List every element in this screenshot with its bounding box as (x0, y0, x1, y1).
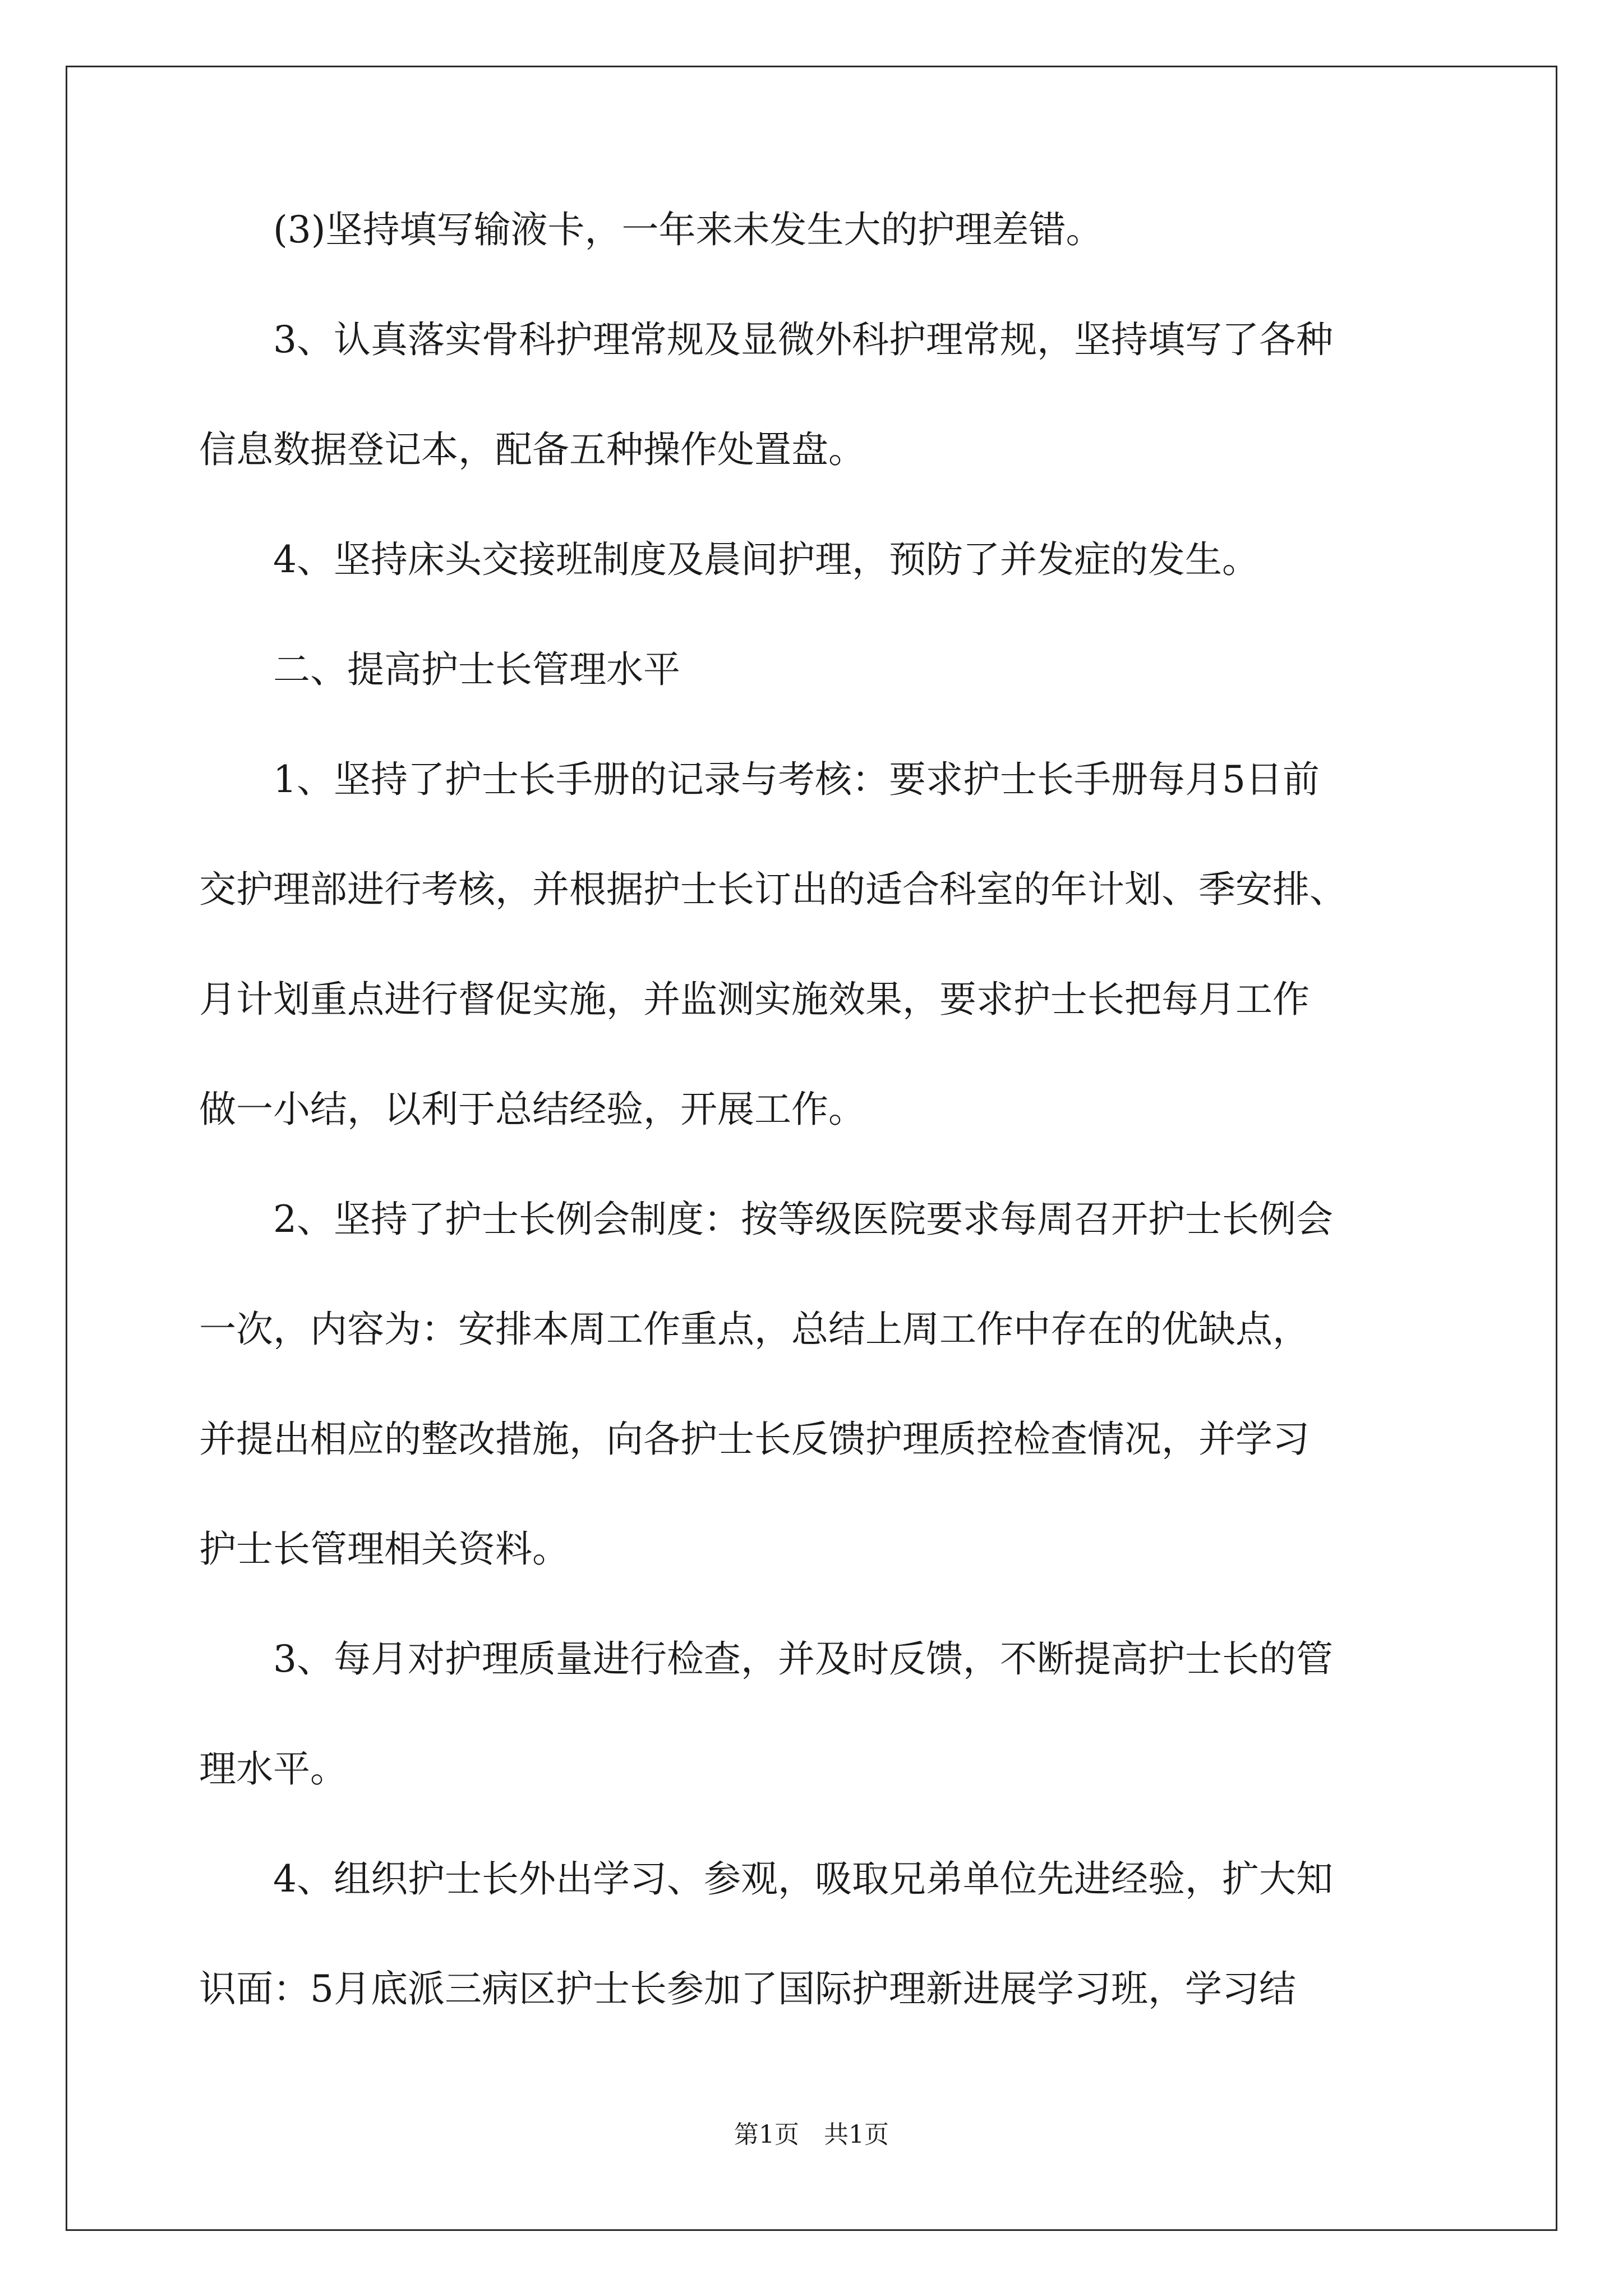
text-line: 并提出相应的整改措施，向各护士长反馈护理质控检查情况，并学习 (199, 1418, 1310, 1461)
text-line: 3、每月对护理质量进行检查，并及时反馈，不断提高护士长的管 (273, 1637, 1333, 1681)
text-line: 3、认真落实骨科护理常规及显微外科护理常规，坚持填写了各种 (273, 318, 1333, 361)
section-heading: 二、提高护士长管理水平 (273, 648, 680, 691)
page-number: 第1页 共1页 (734, 2120, 889, 2149)
text-line: 4、组织护士长外出学习、参观，吸取兄弟单位先进经验，扩大知 (273, 1857, 1333, 1901)
text-line: 做一小结，以利于总结经验，开展工作。 (199, 1088, 865, 1131)
text-line: 理水平。 (199, 1747, 347, 1791)
text-line: 交护理部进行考核，并根据护士长订出的适合科室的年计划、季安排、 (199, 868, 1347, 911)
text-line: (3)坚持填写输液卡，一年来未发生大的护理差错。 (273, 208, 1103, 251)
text-line: 护士长管理相关资料。 (199, 1527, 569, 1571)
text-line: 信息数据登记本，配备五种操作处置盘。 (199, 428, 865, 471)
text-line: 一次，内容为：安排本周工作重点，总结上周工作中存在的优缺点， (199, 1308, 1310, 1351)
text-line: 1、坚持了护士长手册的记录与考核：要求护士长手册每月5日前 (273, 758, 1320, 801)
text-line: 4、坚持床头交接班制度及晨间护理，预防了并发症的发生。 (273, 538, 1259, 581)
page-border (66, 66, 1557, 2231)
text-line: 月计划重点进行督促实施，并监测实施效果，要求护士长把每月工作 (199, 978, 1310, 1021)
text-line: 2、坚持了护士长例会制度：按等级医院要求每周召开护士长例会 (273, 1198, 1333, 1241)
text-line: 识面：5月底派三病区护士长参加了国际护理新进展学习班，学习结 (199, 1967, 1296, 2010)
